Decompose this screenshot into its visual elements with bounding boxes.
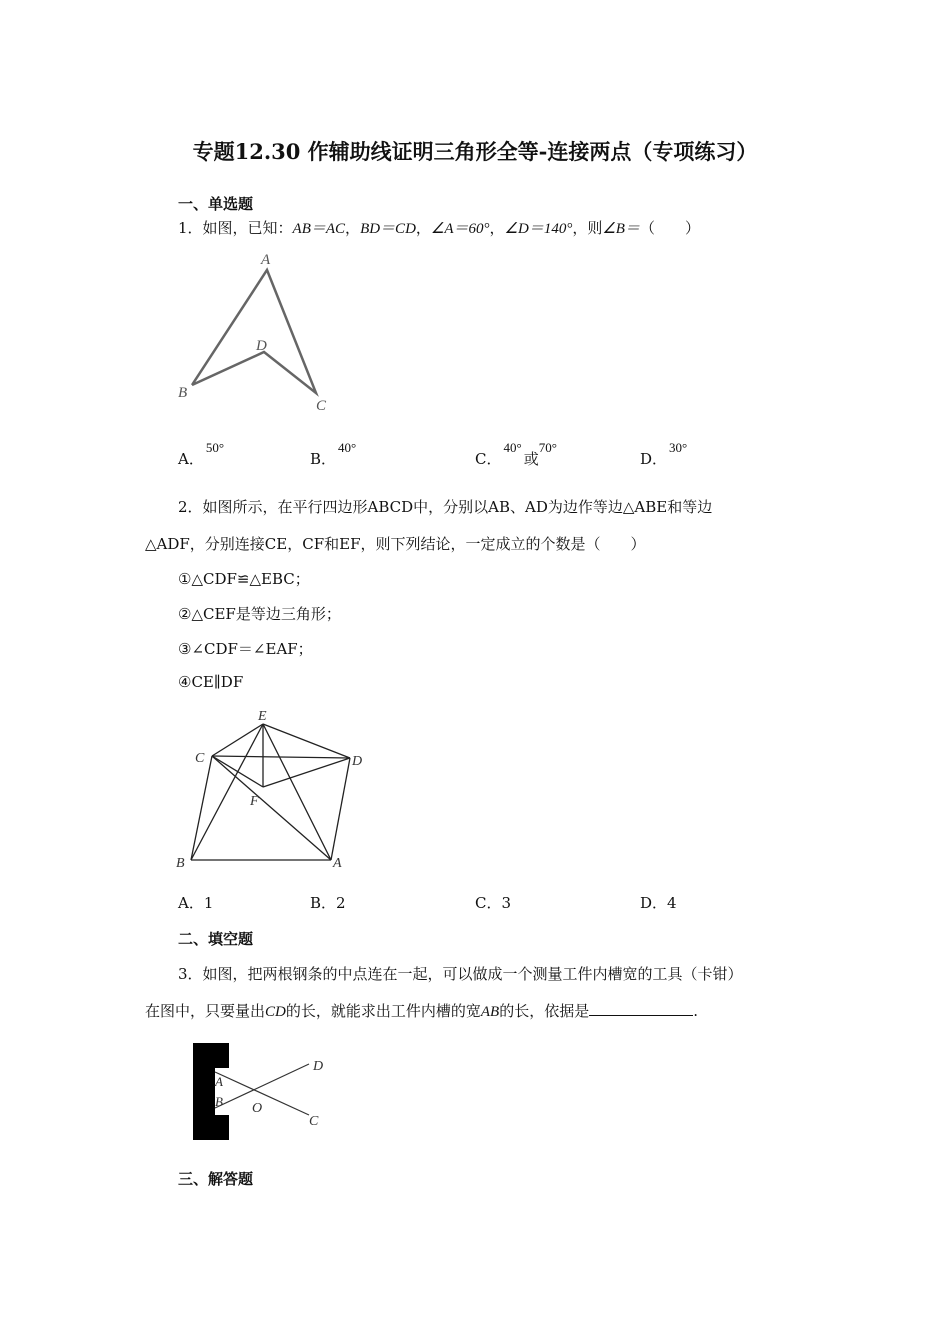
q1-figure-outline: [192, 270, 316, 393]
page-title: 专题12.30 作辅助线证明三角形全等-连接两点（专项练习）: [192, 139, 758, 164]
q3-label-c: C: [309, 1114, 319, 1129]
q2-option-b-value: 2: [336, 894, 346, 912]
q3-label-d: D: [313, 1059, 324, 1074]
q1-condition-angle-a: ∠A＝60°: [430, 221, 490, 237]
q1-label-a: A: [261, 252, 271, 268]
q3-text-c: 的长，依据是: [499, 1002, 590, 1020]
q1-condition-ab-ac: AB＝AC: [292, 221, 346, 237]
q1-option-a[interactable]: [178, 436, 225, 468]
q2-label-e: E: [258, 709, 267, 724]
q2-label-d: D: [352, 754, 363, 769]
q3-label-o: O: [252, 1101, 263, 1116]
q1-sep: ，: [489, 219, 505, 237]
q3-answer-blank[interactable]: [589, 1000, 693, 1016]
q3-workpiece: [193, 1043, 229, 1140]
q1-option-c[interactable]: [475, 436, 557, 468]
q3-text-b: 的长，就能求出工件内槽的宽: [285, 1002, 481, 1020]
q2-figure-lines: [191, 724, 350, 860]
question-3-stem-line-1: 3．如图，把两根钢条的中点连在一起，可以做成一个测量工件内槽宽的工具（卡钳）: [178, 965, 743, 983]
q2-option-c-value: 3: [501, 894, 512, 912]
q2-option-c-label: C．: [475, 894, 502, 912]
q2-option-a-label: A．: [178, 894, 204, 912]
q2-label-f: F: [250, 794, 259, 809]
q2-option-d[interactable]: [640, 892, 677, 913]
q3-var-cd: CD: [265, 1004, 286, 1020]
q1-option-c-label: C．: [475, 450, 502, 468]
q1-option-d[interactable]: [640, 436, 688, 468]
q2-statement-2: ②△CEF是等边三角形；: [178, 605, 341, 623]
q1-condition-angle-d: ∠D＝140°: [504, 221, 573, 237]
q1-prefix: 1．如图，已知：: [178, 219, 293, 237]
q2-option-b[interactable]: [310, 892, 346, 913]
q1-option-b-value: 40°: [338, 440, 357, 455]
q1-sep: ，: [345, 219, 361, 237]
q2-label-a: A: [333, 856, 342, 871]
q2-statement-4: ④CE∥DF: [178, 673, 244, 691]
q2-figure: [170, 705, 375, 875]
q3-text-end: .: [693, 1002, 698, 1020]
q1-target-angle-b: ∠B＝: [602, 221, 640, 237]
q1-option-d-value: 30°: [669, 440, 688, 455]
q1-option-a-label: A．: [178, 450, 204, 468]
q3-label-b: B: [215, 1094, 223, 1109]
q3-figure: [185, 1040, 335, 1145]
q2-statement-1: ①△CDF≌△EBC；: [178, 570, 310, 588]
q3-text-a: 在图中，只要量出: [145, 1002, 266, 1020]
q1-label-c: C: [316, 398, 327, 414]
q1-label-b: B: [178, 385, 188, 401]
question-3-stem-line-2: [145, 1000, 698, 1021]
q3-label-a: A: [215, 1074, 223, 1089]
q1-sep: ，: [415, 219, 431, 237]
q1-option-c-value2: 70°: [538, 440, 557, 455]
q1-option-b-label: B．: [310, 450, 337, 468]
q2-label-c: C: [195, 751, 205, 766]
q1-option-a-value: 50°: [205, 440, 225, 455]
q3-var-ab: AB: [480, 1004, 500, 1020]
q2-option-d-label: D．: [640, 894, 668, 912]
q2-option-b-label: B．: [310, 894, 337, 912]
q2-option-a-value: 1: [203, 894, 214, 912]
section-heading-answer: 三、解答题: [178, 1170, 254, 1188]
q1-option-b[interactable]: [310, 436, 357, 468]
q2-option-a[interactable]: [178, 892, 213, 913]
q1-figure: [170, 248, 340, 418]
question-2-stem-line-1: 2．如图所示，在平行四边形ABCD中，分别以AB、AD为边作等边△ABE和等边: [178, 498, 713, 516]
section-heading-fill-blank: 二、填空题: [178, 930, 254, 948]
q1-option-c-or: 或: [523, 450, 539, 468]
q1-option-d-label: D．: [640, 450, 668, 468]
section-heading-single-choice: 一、单选题: [178, 195, 254, 213]
q2-statement-3: ③∠CDF＝∠EAF；: [178, 640, 313, 658]
q1-condition-bd-cd: BD＝CD: [360, 221, 416, 237]
question-1-stem: [178, 217, 700, 238]
q2-option-c[interactable]: [475, 892, 511, 913]
q1-label-d: D: [256, 338, 267, 354]
q2-option-d-value: 4: [667, 894, 677, 912]
q1-suffix: （ ）: [639, 219, 700, 237]
q2-label-b: B: [176, 856, 185, 871]
q1-sep: ，则: [572, 219, 603, 237]
q1-option-c-value: 40°: [503, 440, 522, 455]
question-2-stem-line-2: △ADF，分别连接CE，CF和EF，则下列结论，一定成立的个数是（ ）: [145, 535, 646, 553]
